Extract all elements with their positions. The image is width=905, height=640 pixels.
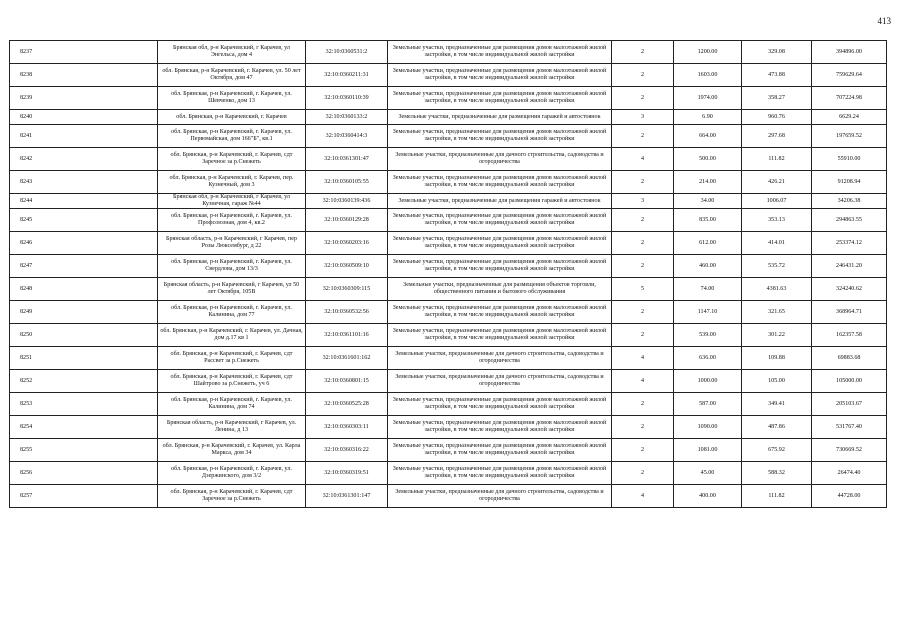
row-cadastral-value: 759629.64	[812, 64, 887, 87]
row-address: обл. Брянская, р-н Карачевский, г. Карачев, ул. Свердлова, дом 13/3	[158, 255, 306, 278]
row-rate: 301.22	[742, 324, 812, 347]
table-row	[10, 87, 887, 110]
table-row	[10, 370, 887, 393]
row-id: 8238	[10, 64, 158, 87]
row-rate: 358.27	[742, 87, 812, 110]
row-land-use: Земельные участки, предназначенные для размещения домов малоэтажной жилой застройки, в том числе индивидуальной жилой застройки	[388, 87, 612, 110]
row-group: 2	[612, 64, 674, 87]
row-land-use: Земельные участки, предназначенные для размещения домов малоэтажной жилой застройки, в том числе индивидуальной жилой застройки	[388, 209, 612, 232]
row-cadastral-number: 32:10:0361301:147	[306, 485, 388, 508]
row-id: 8239	[10, 87, 158, 110]
row-rate: 321.65	[742, 301, 812, 324]
row-address: Брянская обл, р-н Карачевский, г Карачев, ул Энгельса, дом 4	[158, 41, 306, 64]
row-id: 8256	[10, 462, 158, 485]
row-id: 8237	[10, 41, 158, 64]
row-cadastral-value: 91208.94	[812, 171, 887, 194]
row-address: Брянская область, р-н Карачевский, г Карачев, пер Розы Люксембург, д 22	[158, 232, 306, 255]
row-area: 45.00	[674, 462, 742, 485]
row-rate: 588.32	[742, 462, 812, 485]
row-address: обл. Брянская, р-н Карачевский, г. Карачев, ул. Карла Маркса, дом 34	[158, 439, 306, 462]
table-body	[10, 41, 887, 508]
row-group: 2	[612, 232, 674, 255]
row-address: Брянская область, р-н Карачевский, г Карачев, ул 50 лет Октября, 105В	[158, 278, 306, 301]
table-row	[10, 462, 887, 485]
row-address: обл. Брянская, р-н Карачевский, г. Карачев, пер. Кузнечный, дом 3	[158, 171, 306, 194]
row-group: 4	[612, 370, 674, 393]
row-cadastral-value: 253374.12	[812, 232, 887, 255]
row-rate: 426.21	[742, 171, 812, 194]
row-cadastral-number: 32:10:0360133:2	[306, 110, 388, 125]
row-group: 2	[612, 255, 674, 278]
row-cadastral-value: 26474.40	[812, 462, 887, 485]
table-row	[10, 41, 887, 64]
row-land-use: Земельные участки, предназначенные для дачного строительства, садоводства и огородничества	[388, 148, 612, 171]
row-area: 636.00	[674, 347, 742, 370]
row-cadastral-number: 32:10:0360110:39	[306, 87, 388, 110]
row-group: 2	[612, 416, 674, 439]
row-area: 587.00	[674, 393, 742, 416]
registry-table	[9, 40, 887, 508]
row-rate: 111.82	[742, 148, 812, 171]
row-cadastral-value: 34206.38	[812, 194, 887, 209]
row-cadastral-number: 32:10:0360203:16	[306, 232, 388, 255]
table-row	[10, 64, 887, 87]
row-id: 8247	[10, 255, 158, 278]
row-area: 400.00	[674, 485, 742, 508]
row-rate: 675.92	[742, 439, 812, 462]
table-row	[10, 393, 887, 416]
row-group: 2	[612, 393, 674, 416]
row-land-use: Земельные участки, предназначенные для размещения гаражей и автостоянок	[388, 194, 612, 209]
row-area: 1603.00	[674, 64, 742, 87]
row-cadastral-number: 32:10:0360316:22	[306, 439, 388, 462]
row-area: 214.00	[674, 171, 742, 194]
row-id: 8253	[10, 393, 158, 416]
row-cadastral-value: 6629.24	[812, 110, 887, 125]
row-land-use: Земельные участки, предназначенные для дачного строительства, садоводства и огородничества	[388, 347, 612, 370]
row-area: 34.00	[674, 194, 742, 209]
table-row	[10, 171, 887, 194]
table-row	[10, 209, 887, 232]
row-cadastral-number: 32:10:0361101:16	[306, 324, 388, 347]
row-cadastral-number: 32:10:0360414:3	[306, 125, 388, 148]
row-address: обл. Брянская, р-н Карачевский, г. Карачев, сдт Заречное за р.Снежеть	[158, 485, 306, 508]
row-land-use: Земельные участки, предназначенные для размещения домов малоэтажной жилой застройки, в том числе индивидуальной жилой застройки	[388, 41, 612, 64]
row-rate: 349.41	[742, 393, 812, 416]
row-cadastral-number: 32:10:0361601:162	[306, 347, 388, 370]
row-id: 8244	[10, 194, 158, 209]
row-address: обл. Брянская, р-н Карачевский, г. Карачев, ул. 50 лет Октября, дом 47	[158, 64, 306, 87]
row-address: обл. Брянская, р-н Карачевский, г. Карачев, сдт Шайтрово за р.Снежеть, уч 6	[158, 370, 306, 393]
row-land-use: Земельные участки, предназначенные для размещения гаражей и автостоянок	[388, 110, 612, 125]
table-row	[10, 324, 887, 347]
row-land-use: Земельные участки, предназначенные для размещения домов малоэтажной жилой застройки, в том числе индивидуальной жилой застройки	[388, 416, 612, 439]
row-group: 2	[612, 324, 674, 347]
row-cadastral-number: 32:10:0360532:56	[306, 301, 388, 324]
row-id: 8240	[10, 110, 158, 125]
row-area: 460.00	[674, 255, 742, 278]
row-cadastral-value: 531767.40	[812, 416, 887, 439]
row-group: 5	[612, 278, 674, 301]
row-cadastral-value: 394896.00	[812, 41, 887, 64]
row-address: обл. Брянская, р-н Карачевский, г. Карачев, сдт Рассвет за р.Снежеть	[158, 347, 306, 370]
row-id: 8255	[10, 439, 158, 462]
row-rate: 414.01	[742, 232, 812, 255]
row-address: обл. Брянская, р-н Карачевский, г. Карачев, сдт Заречное за р.Снежеть	[158, 148, 306, 171]
row-land-use: Земельные участки, предназначенные для размещения домов малоэтажной жилой застройки, в том числе индивидуальной жилой застройки	[388, 301, 612, 324]
row-id: 8246	[10, 232, 158, 255]
row-id: 8257	[10, 485, 158, 508]
row-rate: 4381.63	[742, 278, 812, 301]
table-row	[10, 278, 887, 301]
row-area: 74.00	[674, 278, 742, 301]
row-address: обл. Брянская, р-н Карачевский, г. Карачев	[158, 110, 306, 125]
row-cadastral-value: 105000.00	[812, 370, 887, 393]
row-area: 1974.00	[674, 87, 742, 110]
row-group: 2	[612, 209, 674, 232]
row-land-use: Земельные участки, предназначенные для размещения домов малоэтажной жилой застройки, в том числе индивидуальной жилой застройки	[388, 64, 612, 87]
row-cadastral-number: 32:10:0360525:28	[306, 393, 388, 416]
row-id: 8242	[10, 148, 158, 171]
row-rate: 297.68	[742, 125, 812, 148]
row-rate: 329.08	[742, 41, 812, 64]
row-area: 1081.00	[674, 439, 742, 462]
row-id: 8254	[10, 416, 158, 439]
row-group: 4	[612, 347, 674, 370]
row-cadastral-value: 707224.98	[812, 87, 887, 110]
row-area: 1200.00	[674, 41, 742, 64]
row-cadastral-value: 246431.20	[812, 255, 887, 278]
row-cadastral-number: 32:10:0361301:47	[306, 148, 388, 171]
table-row	[10, 255, 887, 278]
table-row	[10, 148, 887, 171]
row-land-use: Земельные участки, предназначенные для размещения домов малоэтажной жилой застройки, в том числе индивидуальной жилой застройки	[388, 324, 612, 347]
row-id: 8243	[10, 171, 158, 194]
row-cadastral-value: 324240.62	[812, 278, 887, 301]
row-land-use: Земельные участки, предназначенные для размещения домов малоэтажной жилой застройки, в том числе индивидуальной жилой застройки	[388, 255, 612, 278]
row-area: 500.00	[674, 148, 742, 171]
row-cadastral-number: 32:10:0360303:11	[306, 416, 388, 439]
row-land-use: Земельные участки, предназначенные для дачного строительства, садоводства и огородничества	[388, 485, 612, 508]
row-address: обл. Брянская, р-н Карачевский, г. Карачев, ул. Первомайская, дом 166"Б", кв.1	[158, 125, 306, 148]
row-cadastral-number: 32:10:0360319:51	[306, 462, 388, 485]
row-rate: 105.00	[742, 370, 812, 393]
row-land-use: Земельные участки, предназначенные для размещения объектов торговли, общественного питания и бытового обслуживания	[388, 278, 612, 301]
row-cadastral-number: 32:10:0360509:10	[306, 255, 388, 278]
row-rate: 109.88	[742, 347, 812, 370]
row-cadastral-number: 32:10:0360531:2	[306, 41, 388, 64]
table-row	[10, 485, 887, 508]
table-row	[10, 347, 887, 370]
row-address: обл. Брянская, р-н Карачевский, г. Карачев, ул. Профсоюзная, дом 4, кв.2	[158, 209, 306, 232]
row-land-use: Земельные участки, предназначенные для дачного строительства, садоводства и огородничества	[388, 370, 612, 393]
row-address: обл. Брянская, р-н Карачевский, г. Карачев, ул. Шевченко, дом 13	[158, 87, 306, 110]
row-area: 1000.00	[674, 370, 742, 393]
row-land-use: Земельные участки, предназначенные для размещения домов малоэтажной жилой застройки, в том числе индивидуальной жилой застройки	[388, 232, 612, 255]
row-address: обл. Брянская, р-н Карачевский, г. Карачев, ул. Калинина, дом 77	[158, 301, 306, 324]
row-cadastral-value: 294863.55	[812, 209, 887, 232]
row-rate: 111.82	[742, 485, 812, 508]
row-group: 2	[612, 125, 674, 148]
row-group: 2	[612, 439, 674, 462]
table-row	[10, 439, 887, 462]
row-group: 2	[612, 301, 674, 324]
page-number: 413	[877, 16, 891, 26]
row-id: 8241	[10, 125, 158, 148]
row-group: 2	[612, 171, 674, 194]
row-id: 8245	[10, 209, 158, 232]
row-land-use: Земельные участки, предназначенные для размещения домов малоэтажной жилой застройки, в том числе индивидуальной жилой застройки	[388, 171, 612, 194]
row-cadastral-number: 32:10:0360139:436	[306, 194, 388, 209]
row-group: 2	[612, 462, 674, 485]
row-land-use: Земельные участки, предназначенные для размещения домов малоэтажной жилой застройки, в том числе индивидуальной жилой застройки	[388, 125, 612, 148]
row-cadastral-number: 32:10:0360309:115	[306, 278, 388, 301]
row-area: 1147.10	[674, 301, 742, 324]
table-row	[10, 301, 887, 324]
row-cadastral-value: 368964.71	[812, 301, 887, 324]
row-cadastral-value: 55910.00	[812, 148, 887, 171]
row-cadastral-value: 69883.68	[812, 347, 887, 370]
row-land-use: Земельные участки, предназначенные для размещения домов малоэтажной жилой застройки, в том числе индивидуальной жилой застройки	[388, 462, 612, 485]
row-rate: 353.13	[742, 209, 812, 232]
row-cadastral-value: 162357.58	[812, 324, 887, 347]
row-group: 2	[612, 87, 674, 110]
row-id: 8251	[10, 347, 158, 370]
row-group: 2	[612, 41, 674, 64]
table-row	[10, 416, 887, 439]
row-cadastral-value: 44728.00	[812, 485, 887, 508]
row-group: 3	[612, 110, 674, 125]
row-cadastral-value: 197659.52	[812, 125, 887, 148]
table-row	[10, 110, 887, 125]
row-address: обл. Брянская, р-н Карачевский, г. Карачев, ул. Дачная, дом д.17 кв 1	[158, 324, 306, 347]
row-cadastral-number: 32:10:0360211:31	[306, 64, 388, 87]
row-cadastral-value: 730669.52	[812, 439, 887, 462]
row-id: 8249	[10, 301, 158, 324]
row-cadastral-number: 32:10:0360801:15	[306, 370, 388, 393]
row-cadastral-number: 32:10:0360129:28	[306, 209, 388, 232]
row-rate: 473.88	[742, 64, 812, 87]
row-area: 6.90	[674, 110, 742, 125]
row-rate: 487.86	[742, 416, 812, 439]
table-row	[10, 194, 887, 209]
row-id: 8252	[10, 370, 158, 393]
row-address: обл. Брянская, р-н Карачевский, г. Карачев, ул. Калинина, дом 74	[158, 393, 306, 416]
row-area: 664.00	[674, 125, 742, 148]
row-cadastral-number: 32:10:0360105:55	[306, 171, 388, 194]
row-rate: 1006.07	[742, 194, 812, 209]
row-id: 8250	[10, 324, 158, 347]
row-area: 539.00	[674, 324, 742, 347]
table-row	[10, 125, 887, 148]
row-land-use: Земельные участки, предназначенные для размещения домов малоэтажной жилой застройки, в том числе индивидуальной жилой застройки	[388, 439, 612, 462]
row-address: обл. Брянская, р-н Карачевский, г. Карачев, ул. Дзержинского, дом 3/2	[158, 462, 306, 485]
row-group: 4	[612, 148, 674, 171]
row-cadastral-value: 205103.67	[812, 393, 887, 416]
row-land-use: Земельные участки, предназначенные для размещения домов малоэтажной жилой застройки, в том числе индивидуальной жилой застройки	[388, 393, 612, 416]
table-row	[10, 232, 887, 255]
row-group: 4	[612, 485, 674, 508]
row-group: 3	[612, 194, 674, 209]
row-address: Брянская обл, р-н Карачевский, г Карачев, ул Кузнечная, гараж №44	[158, 194, 306, 209]
row-rate: 535.72	[742, 255, 812, 278]
row-area: 1090.00	[674, 416, 742, 439]
row-id: 8248	[10, 278, 158, 301]
row-area: 835.00	[674, 209, 742, 232]
row-rate: 960.76	[742, 110, 812, 125]
row-address: Брянская область, р-н Карачевский, г Карачев, ул. Ленина, д 13	[158, 416, 306, 439]
row-area: 612.00	[674, 232, 742, 255]
